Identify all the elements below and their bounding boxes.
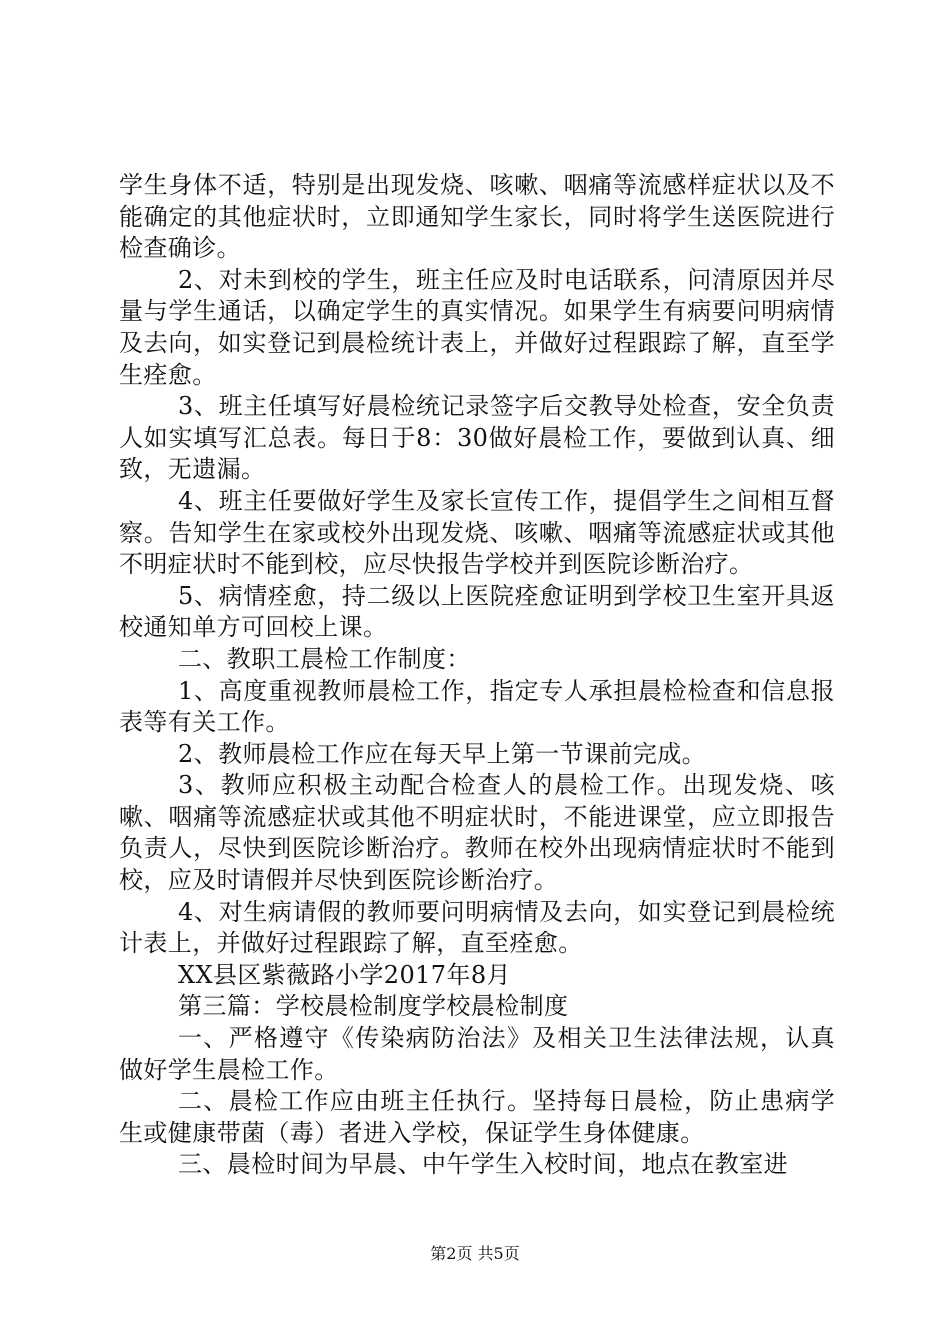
paragraph-13: 一、严格遵守《传染病防治法》及相关卫生法律法规，认真做好学生晨检工作。 bbox=[119, 1024, 835, 1084]
paragraph-2: 2、对未到校的学生，班主任应及时电话联系，问清原因并尽量与学生通话，以确定学生的真实情况。如果学生有病要问明病情及去向，如实登记到晨检统计表上，并做好过程跟踪了解，直至学生痊愈。 bbox=[119, 265, 835, 389]
paragraph-10: 4、对生病请假的教师要问明病情及去向，如实登记到晨检统计表上，并做好过程跟踪了解，直至痊愈。 bbox=[119, 897, 835, 958]
paragraph-3: 3、班主任填写好晨检统记录签字后交教导处检查，安全负责人如实填写汇总表。每日于8：30做好晨检工作，要做到认真、细致，无遗漏。 bbox=[119, 392, 835, 484]
section-heading-staff: 二、教职工晨检工作制度： bbox=[178, 644, 471, 673]
page-footer: 第2页 共5页 bbox=[430, 1244, 520, 1263]
signature-line: XX县区紫薇路小学2017年8月 bbox=[178, 960, 511, 989]
paragraph-15: 三、晨检时间为早晨、中午学生入校时间，地点在教室进 bbox=[178, 1150, 788, 1179]
paragraph-14: 二、晨检工作应由班主任执行。坚持每日晨检，防止患病学生或健康带菌（毒）者进入学校，保证学生身体健康。 bbox=[119, 1087, 835, 1147]
paragraph-5: 5、病情痊愈，持二级以上医院痊愈证明到学校卫生室开具返校通知单方可回校上课。 bbox=[119, 581, 835, 642]
paragraph-9: 3、教师应积极主动配合检查人的晨检工作。出现发烧、咳嗽、咽痛等流感症状或其他不明症状时，不能进课堂，应立即报告负责人，尽快到医院诊断治疗。教师在校外出现病情症状时不能到校，应及时请假并尽快到医院诊断治疗。 bbox=[119, 771, 835, 895]
paragraph-4: 4、班主任要做好学生及家长宣传工作，提倡学生之间相互督察。告知学生在家或校外出现发烧、咳嗽、咽痛等流感症状或其他不明症状时不能到校，应尽快报告学校并到医院诊断治疗。 bbox=[119, 486, 835, 579]
chapter-title: 第三篇：学校晨检制度学校晨检制度 bbox=[178, 992, 569, 1021]
paragraph-8: 2、教师晨检工作应在每天早上第一节课前完成。 bbox=[178, 739, 707, 768]
document-body bbox=[119, 170, 835, 1181]
paragraph-7: 1、高度重视教师晨检工作，指定专人承担晨检检查和信息报表等有关工作。 bbox=[119, 676, 835, 737]
paragraph-1: 学生身体不适，特别是出现发烧、咳嗽、咽痛等流感样症状以及不能确定的其他症状时，立即通知学生家长，同时将学生送医院进行检查确诊。 bbox=[119, 171, 835, 263]
